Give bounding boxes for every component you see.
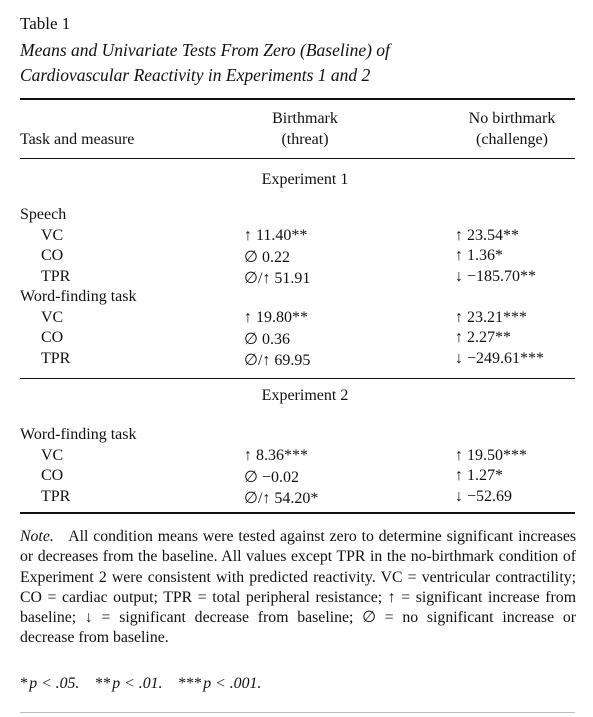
no-birthmark-cell: ↑ 23.54** [455,226,519,244]
experiment-title: Experiment 2 [261,387,349,404]
no-birthmark-cell: ↑ 1.36* [455,247,503,264]
header-task-and-measure: Task and measure [20,131,135,148]
measure-cell: CO [41,467,64,484]
measure-cell: CO [41,329,64,346]
birthmark-cell: ↑ 11.40** [244,226,308,244]
footnote-p001: p < .001. [203,675,262,692]
measure-cell: VC [41,446,64,464]
birthmark-cell: ∅ −0.02 [244,469,299,486]
measure-cell: VC [41,226,64,244]
table-caption-line-2: Cardiovascular Reactivity in Experiments 1 and 2 [20,65,371,85]
note-text: All condition means were tested against zero to determine significant increases or decreases from the baseline. All values except TPR in the no-birthmark condition of Experiment 2 were consistent with predicted reactivity. VC = ventricular contractility; CO = cardiac output; TPR = total peripheral resistance; ↑ = significant increase from baseline; ↓ = significant decrease from baseline; ∅ = no significant increase or decrease from baseline. [20,528,576,647]
birthmark-cell: ∅/↑ 54.20* [244,489,319,507]
birthmark-cell: ∅/↑ 69.95 [244,351,311,369]
no-birthmark-cell: ↑ 1.27* [455,467,503,484]
note-label: Note. [20,528,54,545]
table-caption-line-1: Means and Univariate Tests From Zero (Baseline) of [20,40,390,60]
measure-cell: TPR [41,267,71,285]
section-rule [20,378,575,379]
birthmark-cell: ∅/↑ 51.91 [244,269,311,287]
header-rule [20,158,575,159]
no-birthmark-cell: ↓ −52.69 [455,487,513,505]
table-note [20,527,576,649]
top-rule [20,98,575,100]
header-threat: (threat) [281,131,329,148]
header-no-birthmark: No birthmark [468,110,556,127]
no-birthmark-cell: ↑ 19.50*** [455,446,527,464]
task-name: Word-finding task [20,288,137,305]
table-label: Table 1 [20,14,71,33]
header-birthmark: Birthmark [272,110,338,127]
task-name: Word-finding task [20,426,137,443]
no-birthmark-cell: ↑ 2.27** [455,329,511,346]
experiment-title: Experiment 1 [261,171,349,188]
birthmark-cell: ↑ 8.36*** [244,446,308,464]
no-birthmark-cell: ↑ 23.21*** [455,308,527,326]
no-birthmark-cell: ↓ −185.70** [455,267,537,285]
birthmark-cell: ∅ 0.36 [244,331,290,348]
birthmark-cell: ↑ 19.80** [244,308,308,326]
measure-cell: VC [41,308,64,326]
footnote-p01: p < .01. [112,675,163,692]
task-name: Speech [20,206,67,223]
measure-cell: TPR [41,487,71,505]
table-bottom-rule [20,512,575,514]
measure-cell: CO [41,247,64,264]
significance-footnote: * p < .05. ** p < .01. *** p < .001. [20,675,262,692]
birthmark-cell: ∅ 0.22 [244,249,290,266]
footnote-p05: p < .05. [29,675,80,692]
measure-cell: TPR [41,349,71,367]
no-birthmark-cell: ↓ −249.61*** [455,349,545,367]
header-challenge: (challenge) [476,131,548,148]
bottom-edge [20,712,575,713]
